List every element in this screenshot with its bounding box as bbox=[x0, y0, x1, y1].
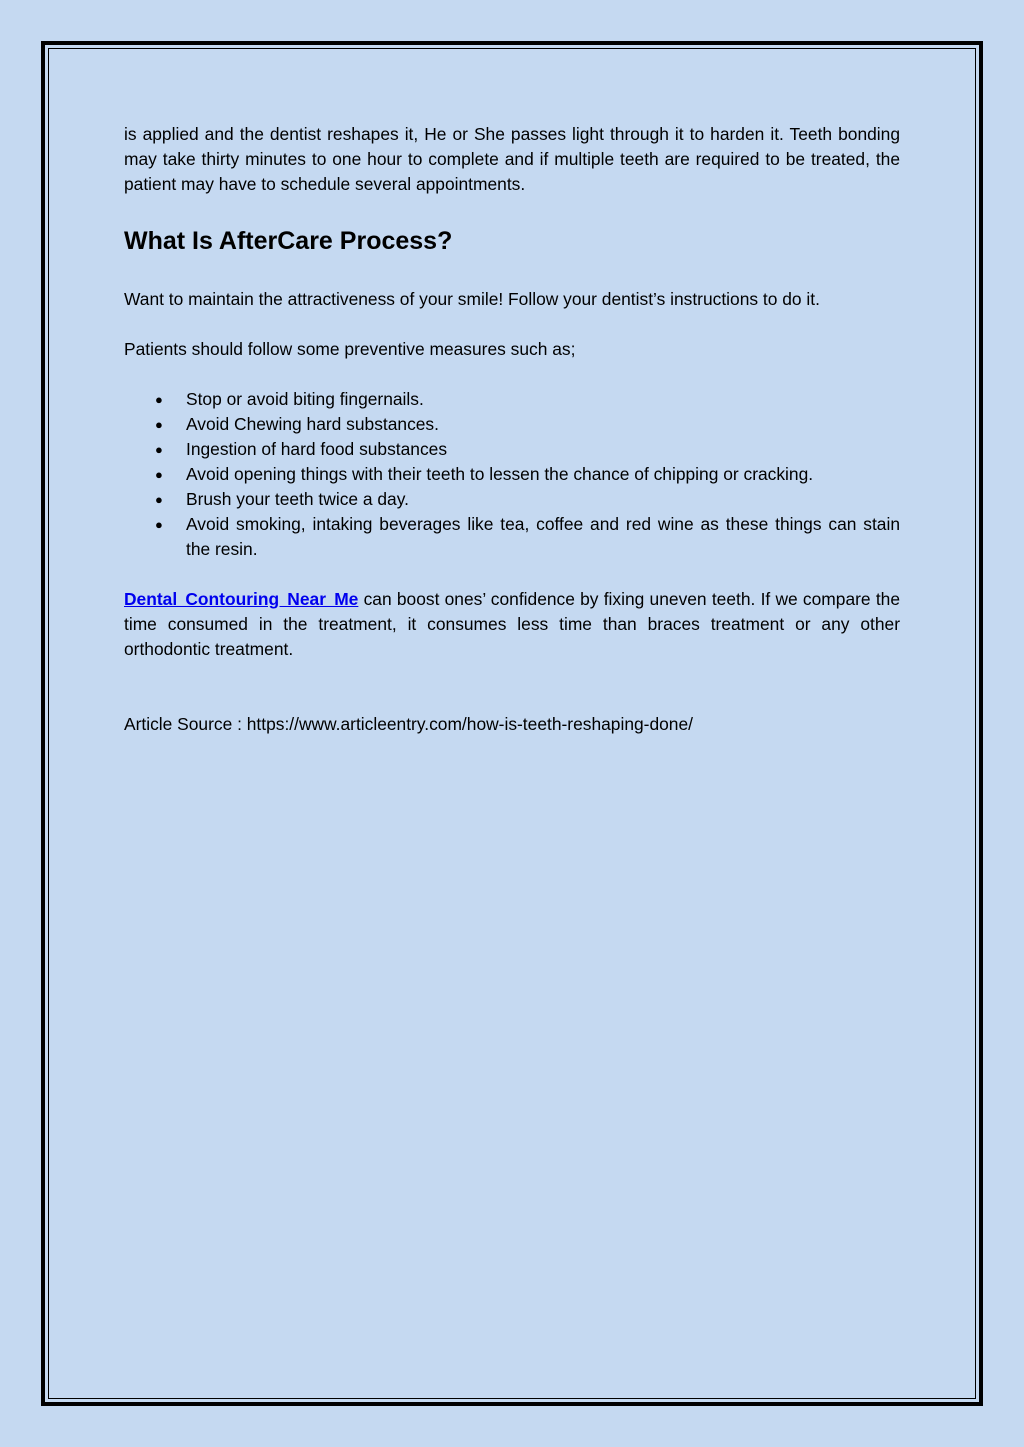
document-body bbox=[124, 122, 900, 737]
list-item-text: Stop or avoid biting fingernails. bbox=[186, 389, 424, 409]
list-item-text: Ingestion of hard food substances bbox=[186, 439, 448, 459]
bullet-icon: ● bbox=[155, 492, 163, 507]
bullet-icon: ● bbox=[155, 417, 163, 432]
list-item bbox=[124, 387, 900, 412]
list-item bbox=[124, 437, 900, 462]
dental-contouring-link[interactable]: Dental Contouring Near Me bbox=[124, 589, 359, 609]
aftercare-heading: What Is AfterCare Process? bbox=[124, 227, 453, 255]
article-source: Article Source : https://www.articleentry.com/how-is-teeth-reshaping-done/ bbox=[124, 714, 693, 734]
bullet-icon: ● bbox=[155, 517, 163, 532]
maintain-paragraph: Want to maintain the attractiveness of your smile! Follow your dentist’s instructions to do it. bbox=[124, 289, 820, 309]
list-item bbox=[124, 512, 900, 562]
list-item bbox=[124, 462, 900, 487]
list-item-text: Brush your teeth twice a day. bbox=[186, 489, 409, 509]
bullet-icon: ● bbox=[155, 442, 163, 457]
bullet-icon: ● bbox=[155, 392, 163, 407]
list-item-text: Avoid opening things with their teeth to lessen the chance of chipping or cracking. bbox=[186, 464, 814, 484]
list-item-text: Avoid Chewing hard substances. bbox=[186, 414, 439, 434]
contouring-paragraph bbox=[124, 587, 900, 662]
contouring-text: can boost ones’ confidence by fixing uneven teeth. If we compare the time consumed in the treatment, it consumes less time than braces treatment or any other orthodontic treatment. bbox=[124, 589, 900, 659]
list-item bbox=[124, 412, 900, 437]
intro-paragraph: is applied and the dentist reshapes it, He or She passes light through it to harden it. Teeth bonding may take thirty minutes to one hour to complete and if multiple teeth are required to be treated, the patient may have to schedule several appointments. bbox=[124, 124, 900, 194]
list-item bbox=[124, 487, 900, 512]
patients-paragraph: Patients should follow some preventive measures such as; bbox=[124, 339, 576, 359]
bullet-icon: ● bbox=[155, 467, 163, 482]
preventive-measures-list bbox=[124, 387, 900, 562]
list-item-text: Avoid smoking, intaking beverages like tea, coffee and red wine as these things can stain the resin. bbox=[186, 514, 900, 559]
